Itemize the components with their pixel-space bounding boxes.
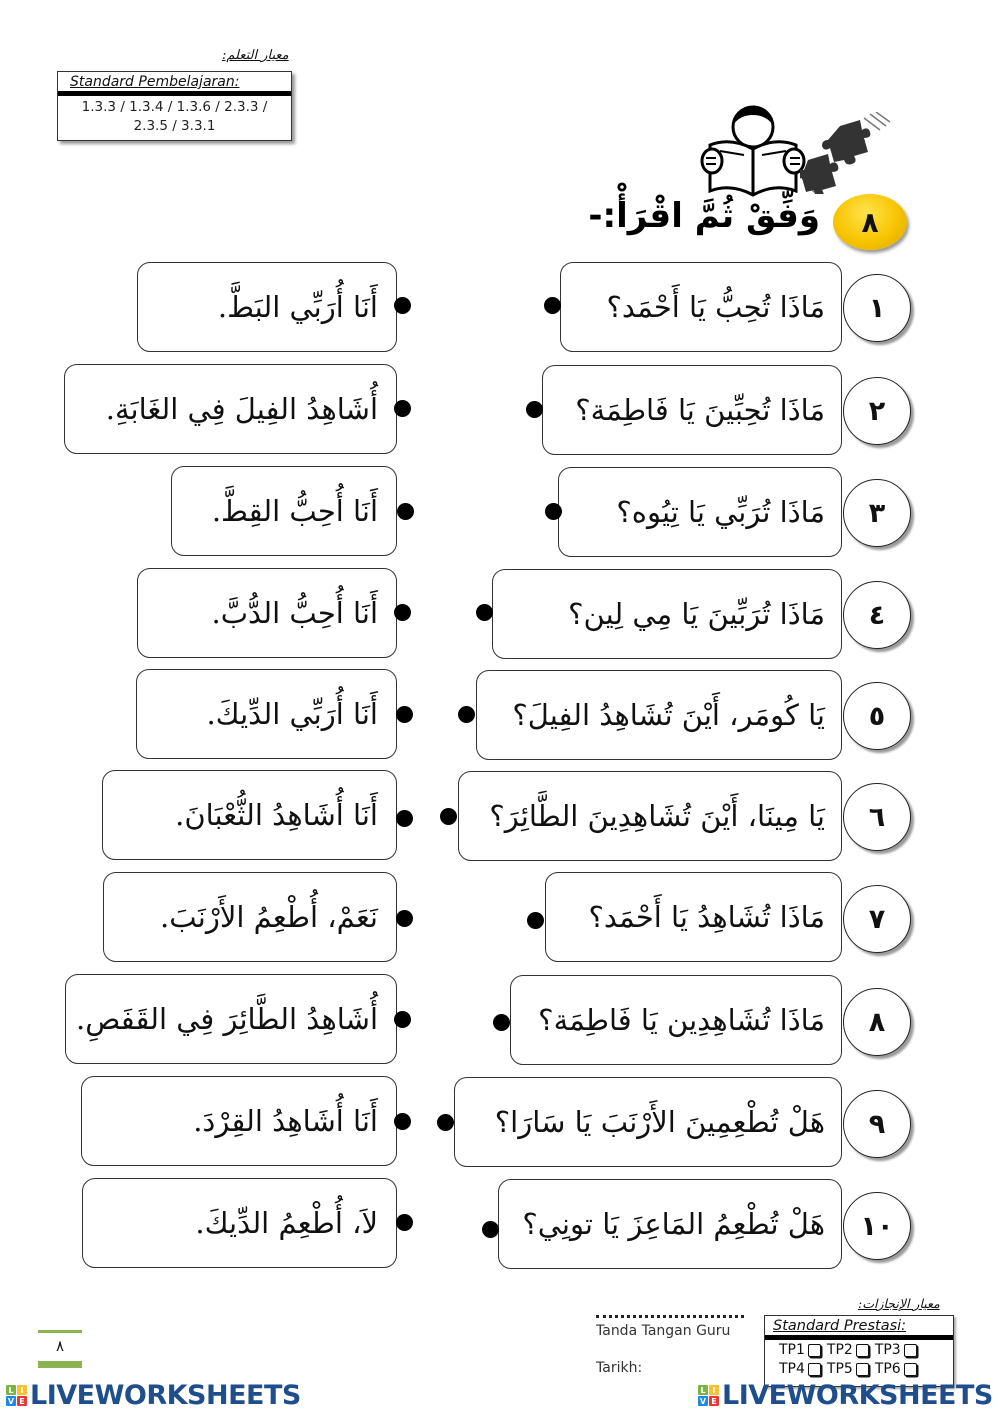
brand-text: LIVEWORKSHEETS — [722, 1380, 993, 1411]
live-tiles-icon — [6, 1385, 27, 1406]
question-box-1 — [560, 262, 842, 352]
answer-box-4 — [137, 568, 397, 658]
question-number-5: ٥ — [843, 682, 911, 750]
answer-box-6 — [102, 770, 397, 860]
question-box-9 — [454, 1077, 842, 1167]
question-number-4: ٤ — [843, 581, 911, 649]
question-text: يَا كُومَر، أَيْنَ تُشَاهِدُ الفِيلَ؟ — [512, 698, 825, 732]
answer-box-2 — [64, 364, 397, 454]
question-box-10 — [498, 1179, 842, 1269]
answer-box-5 — [136, 669, 397, 759]
tile-i: I — [17, 1385, 27, 1395]
liveworksheets-logo-right — [698, 1380, 993, 1411]
tp-option[interactable] — [827, 1341, 869, 1359]
answer-box-1 — [137, 262, 397, 352]
question-number-9: ٩ — [843, 1090, 911, 1158]
page-accent-line — [38, 1330, 82, 1333]
tp-label: TP2 — [826, 1342, 853, 1358]
tile-v: V — [699, 1396, 707, 1406]
learning-standard-box — [57, 71, 292, 141]
answer-box-10 — [82, 1178, 397, 1268]
tile-v: V — [7, 1396, 15, 1406]
learning-standard-codes — [58, 96, 291, 136]
answer-text: أَنَا أُرَبِّي البَطَّ. — [217, 290, 378, 324]
tile-e: E — [17, 1396, 27, 1406]
teacher-signature-label: Tanda Tangan Guru — [596, 1323, 731, 1339]
codes-line-1: 1.3.3 / 1.3.4 / 1.3.6 / 2.3.3 / — [81, 99, 268, 115]
question-number-3: ٣ — [843, 479, 911, 547]
tp-option[interactable] — [779, 1360, 821, 1378]
question-number-6: ٦ — [843, 783, 911, 851]
question-connector-dot-10[interactable] — [482, 1221, 499, 1238]
answer-connector-dot-10[interactable] — [396, 1214, 413, 1231]
answer-box-7 — [103, 872, 397, 962]
learning-standard-arabic-label: معيار التعلم: — [222, 48, 289, 63]
page-number: ٨ — [55, 1337, 65, 1355]
question-connector-dot-1[interactable] — [544, 297, 561, 314]
page-accent-bar — [38, 1361, 82, 1368]
checkbox-icon[interactable] — [808, 1363, 821, 1376]
puzzle-pieces-icon — [800, 112, 892, 194]
tp-label: TP1 — [779, 1342, 805, 1358]
answer-connector-dot-9[interactable] — [394, 1113, 411, 1130]
answer-text: أَنَا أُحِبُّ الدُّبَّ. — [211, 596, 378, 630]
achievement-standard-box — [764, 1315, 954, 1387]
answer-connector-dot-2[interactable] — [394, 400, 411, 417]
question-number-1: ١ — [843, 274, 911, 342]
answer-text: أَنَا أُحِبُّ القِطَّ. — [211, 494, 378, 528]
answer-connector-dot-7[interactable] — [396, 910, 413, 927]
tile-i: I — [709, 1385, 719, 1395]
tp-option[interactable] — [779, 1341, 821, 1359]
question-text: مَاذَا تُحِبُّ يَا أَحْمَد؟ — [606, 290, 825, 324]
reading-person-icon — [698, 103, 808, 198]
question-text: مَاذَا تُرَبِّينَ يَا مِي لِين؟ — [568, 597, 825, 631]
tp-option[interactable] — [875, 1341, 917, 1359]
answer-box-3 — [171, 466, 397, 556]
liveworksheets-logo-left — [6, 1380, 301, 1411]
question-connector-dot-6[interactable] — [440, 808, 457, 825]
question-box-3 — [558, 467, 842, 557]
date-label: Tarikh: — [596, 1360, 643, 1376]
question-text: مَاذَا تُشَاهِدُ يَا أَحْمَد؟ — [588, 900, 825, 934]
question-box-4 — [492, 569, 842, 659]
answer-connector-dot-4[interactable] — [394, 604, 411, 621]
answer-text: لاَ، أُطْعِمُ الدِّيكَ. — [195, 1206, 378, 1240]
question-connector-dot-5[interactable] — [458, 706, 475, 723]
answer-text: أُشَاهِدُ الطَّائِرَ فِي القَفَصِ. — [76, 1002, 378, 1036]
learning-standard-title: Standard Pembelajaran: — [70, 74, 240, 90]
tp-label: TP5 — [826, 1361, 853, 1377]
question-number-7: ٧ — [843, 885, 911, 953]
answer-text: أَنَا أُشَاهِدُ القِرْدَ. — [193, 1104, 378, 1138]
tile-e: E — [709, 1396, 719, 1406]
checkbox-icon[interactable] — [904, 1363, 917, 1376]
answer-connector-dot-6[interactable] — [396, 810, 413, 827]
answer-text: أَنَا أُرَبِّي الدِّيكَ. — [206, 697, 378, 731]
brand-text: LIVEWORKSHEETS — [30, 1380, 301, 1411]
answer-connector-dot-1[interactable] — [394, 297, 411, 314]
tp-row-1 — [765, 1341, 953, 1359]
checkbox-icon[interactable] — [904, 1344, 917, 1357]
answer-connector-dot-3[interactable] — [397, 503, 414, 520]
question-text: يَا مِينَا، أَيْنَ تُشَاهِدِينَ الطَّائِرَ؟ — [489, 799, 825, 833]
question-connector-dot-9[interactable] — [437, 1114, 454, 1131]
question-text: مَاذَا تُشَاهِدِين يَا فَاطِمَة؟ — [538, 1003, 825, 1037]
answer-box-9 — [81, 1076, 397, 1166]
question-number-2: ٢ — [843, 377, 911, 445]
question-box-5 — [476, 670, 842, 760]
question-connector-dot-4[interactable] — [476, 604, 493, 621]
question-box-6 — [458, 771, 842, 861]
question-number-10: ١٠ — [843, 1192, 911, 1260]
divider — [765, 1335, 953, 1340]
answer-text: أُشَاهِدُ الفِيلَ فِي الغَابَةِ. — [105, 392, 378, 426]
tp-label: TP4 — [779, 1361, 805, 1377]
question-text: هَلْ تُطْعِمِينَ الأَرْنَبَ يَا سَارَا؟ — [494, 1105, 825, 1139]
answer-connector-dot-5[interactable] — [396, 706, 413, 723]
question-box-2 — [542, 365, 842, 455]
question-connector-dot-8[interactable] — [493, 1014, 510, 1031]
answer-box-8 — [65, 974, 397, 1064]
checkbox-icon[interactable] — [856, 1344, 869, 1357]
tp-option[interactable] — [827, 1360, 869, 1378]
tile-l: L — [6, 1385, 16, 1395]
achievement-standard-arabic-label: معيار الإنجازات: — [858, 1296, 940, 1311]
question-box-7 — [545, 872, 842, 962]
answer-text: أَنَا أُشَاهِدُ الثُّعْبَانَ. — [175, 798, 378, 832]
question-text: مَاذَا تُرَبِّي يَا تِيُوه؟ — [616, 495, 825, 529]
checkbox-icon[interactable] — [856, 1363, 869, 1376]
tp-label: TP3 — [874, 1342, 901, 1358]
codes-line-2: 2.3.5 / 3.3.1 — [133, 118, 216, 134]
page-number-block — [38, 1330, 82, 1368]
question-connector-dot-3[interactable] — [545, 503, 562, 520]
live-tiles-icon — [698, 1385, 719, 1406]
question-box-8 — [510, 975, 842, 1065]
answer-text: نَعَمْ، أُطْعِمُ الأَرْنَبَ. — [160, 900, 378, 934]
answer-connector-dot-8[interactable] — [394, 1011, 411, 1028]
checkbox-icon[interactable] — [808, 1344, 821, 1357]
question-text: مَاذَا تُحِبِّينَ يَا فَاطِمَة؟ — [575, 393, 825, 427]
tile-l: L — [698, 1385, 708, 1395]
exercise-title: وَفِّقْ ثُمَّ اقْرَأْ:- — [588, 196, 820, 236]
tp-option[interactable] — [875, 1360, 917, 1378]
tp-row-2 — [765, 1360, 953, 1378]
question-connector-dot-7[interactable] — [527, 912, 544, 929]
question-number-8: ٨ — [843, 988, 911, 1056]
signature-line — [596, 1315, 744, 1318]
achievement-standard-title: Standard Prestasi: — [773, 1318, 907, 1334]
tp-label: TP6 — [874, 1361, 901, 1377]
exercise-number-badge: ٨ — [833, 194, 907, 250]
question-connector-dot-2[interactable] — [526, 401, 543, 418]
question-text: هَلْ تُطْعِمُ المَاعِزَ يَا تونِي؟ — [522, 1207, 825, 1241]
